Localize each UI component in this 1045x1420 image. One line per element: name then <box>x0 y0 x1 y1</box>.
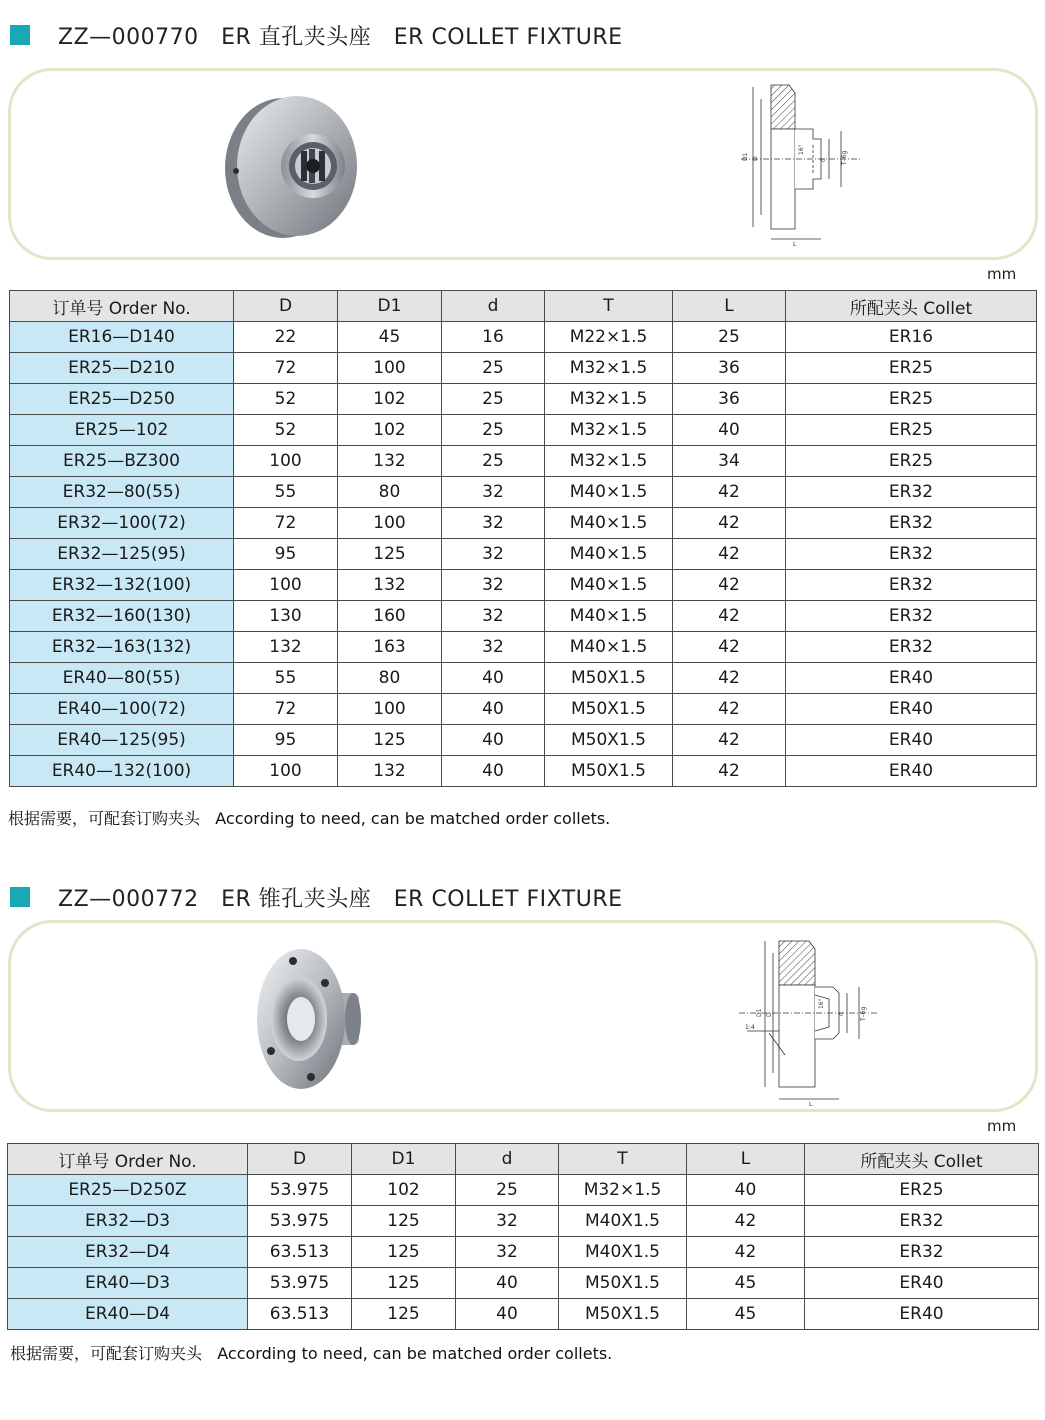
ordering-note: 根据需要，可配套订购夹头 According to need, can be matched order collets. <box>10 1344 613 1363</box>
technical-drawing <box>731 79 871 249</box>
table-body <box>10 322 1037 787</box>
dim-label-t: T–6g <box>860 1006 867 1021</box>
column-header: D1 <box>338 291 442 322</box>
table-cell: 40 <box>456 1299 559 1330</box>
dim-label-t: T–6g <box>841 150 848 165</box>
table-row <box>10 694 1037 725</box>
table-cell: 16 <box>442 322 545 353</box>
table-cell: M50X1.5 <box>559 1268 687 1299</box>
table-cell: ER25 <box>786 353 1037 384</box>
table-cell: 25 <box>442 446 545 477</box>
table-cell: M32×1.5 <box>545 353 673 384</box>
table-row <box>10 508 1037 539</box>
order-number-cell: ER40—D4 <box>8 1299 248 1330</box>
table-cell: 40 <box>442 694 545 725</box>
order-number-cell: ER32—132(100) <box>10 570 234 601</box>
column-header: D <box>234 291 338 322</box>
table-cell: ER32 <box>786 539 1037 570</box>
table-cell: M40X1.5 <box>559 1206 687 1237</box>
table-cell: 125 <box>352 1268 456 1299</box>
table-row <box>10 601 1037 632</box>
order-number-cell: ER40—125(95) <box>10 725 234 756</box>
table-row <box>8 1237 1039 1268</box>
table-cell: ER32 <box>786 632 1037 663</box>
table-cell: 42 <box>673 725 786 756</box>
table-cell: M40×1.5 <box>545 539 673 570</box>
collet-fixture-photo <box>221 91 371 241</box>
table-cell: 42 <box>673 539 786 570</box>
table-body <box>8 1175 1039 1330</box>
table-cell: M50X1.5 <box>545 663 673 694</box>
column-header: D1 <box>352 1144 456 1175</box>
dim-label-taper: 1:4 <box>745 1024 755 1031</box>
table-cell: 25 <box>442 384 545 415</box>
table-cell: ER40 <box>786 756 1037 787</box>
table-cell: 72 <box>234 508 338 539</box>
order-number-cell: ER40—132(100) <box>10 756 234 787</box>
table-cell: M40×1.5 <box>545 601 673 632</box>
table-cell: 32 <box>442 477 545 508</box>
table-cell: M50X1.5 <box>545 725 673 756</box>
table-row <box>10 756 1037 787</box>
table-row <box>10 570 1037 601</box>
table-cell: 25 <box>442 415 545 446</box>
table-cell: 125 <box>338 725 442 756</box>
table-cell: ER40 <box>805 1299 1039 1330</box>
table-cell: M32×1.5 <box>545 384 673 415</box>
table-row <box>8 1206 1039 1237</box>
table-cell: M32×1.5 <box>559 1175 687 1206</box>
dim-label-angle: 16° <box>798 144 805 155</box>
table-cell: 55 <box>234 663 338 694</box>
section-title: ZZ—000770 ER 直孔夹头座 ER COLLET FIXTURE <box>58 24 623 50</box>
product-panel <box>8 68 1038 260</box>
table-cell: 32 <box>442 570 545 601</box>
table-cell: 40 <box>442 756 545 787</box>
order-number-cell: ER32—125(95) <box>10 539 234 570</box>
table-cell: 40 <box>442 663 545 694</box>
table-cell: ER32 <box>786 601 1037 632</box>
table-cell: 132 <box>338 446 442 477</box>
order-number-cell: ER25—D210 <box>10 353 234 384</box>
unit-label: mm <box>987 265 1017 283</box>
table-cell: 40 <box>456 1268 559 1299</box>
table-cell: 125 <box>352 1237 456 1268</box>
table-cell: 160 <box>338 601 442 632</box>
table-cell: 42 <box>673 694 786 725</box>
table-cell: 72 <box>234 694 338 725</box>
table-row <box>10 446 1037 477</box>
table-cell: 102 <box>338 415 442 446</box>
column-header: 订单号 Order No. <box>10 291 234 322</box>
table-cell: 25 <box>673 322 786 353</box>
table-cell: 52 <box>234 384 338 415</box>
order-number-cell: ER40—D3 <box>8 1268 248 1299</box>
order-number-cell: ER32—100(72) <box>10 508 234 539</box>
column-header: 所配夹头 Collet <box>786 291 1037 322</box>
table-cell: 163 <box>338 632 442 663</box>
order-number-cell: ER40—80(55) <box>10 663 234 694</box>
table-cell: 45 <box>687 1299 805 1330</box>
dim-label-d-outer: D <box>766 1012 773 1017</box>
table-cell: 42 <box>687 1206 805 1237</box>
dim-label-d-inner: d <box>820 158 827 162</box>
dim-label-l: L <box>793 241 797 248</box>
table-cell: 42 <box>673 477 786 508</box>
table-cell: 63.513 <box>248 1299 352 1330</box>
table-row <box>8 1299 1039 1330</box>
table-row <box>10 322 1037 353</box>
dim-label-d1: D1 <box>742 152 749 161</box>
table-header-row <box>8 1144 1039 1175</box>
table-row <box>10 632 1037 663</box>
table-cell: ER25 <box>786 446 1037 477</box>
table-cell: 100 <box>338 508 442 539</box>
table-cell: 72 <box>234 353 338 384</box>
table-cell: ER16 <box>786 322 1037 353</box>
table-cell: M32×1.5 <box>545 415 673 446</box>
section-header <box>10 882 623 912</box>
table-cell: 42 <box>673 632 786 663</box>
table-cell: 130 <box>234 601 338 632</box>
table-cell: 36 <box>673 353 786 384</box>
table-cell: 40 <box>673 415 786 446</box>
table-row <box>10 539 1037 570</box>
table-cell: 45 <box>687 1268 805 1299</box>
section-title: ZZ—000772 ER 锥孔夹头座 ER COLLET FIXTURE <box>58 886 623 912</box>
spec-table <box>9 290 1037 787</box>
table-cell: ER40 <box>805 1268 1039 1299</box>
table-cell: 32 <box>442 539 545 570</box>
table-cell: ER32 <box>786 570 1037 601</box>
table-cell: 132 <box>338 570 442 601</box>
table-row <box>10 725 1037 756</box>
table-cell: ER40 <box>786 663 1037 694</box>
table-cell: 42 <box>673 601 786 632</box>
dim-label-d1: D1 <box>756 1008 763 1017</box>
dim-label-angle: 16° <box>818 998 825 1009</box>
column-header: D <box>248 1144 352 1175</box>
square-bullet-icon <box>10 887 30 907</box>
table-cell: 34 <box>673 446 786 477</box>
column-header: L <box>673 291 786 322</box>
table-cell: ER32 <box>805 1206 1039 1237</box>
table-cell: ER32 <box>805 1237 1039 1268</box>
table-row <box>10 353 1037 384</box>
table-cell: M50X1.5 <box>545 694 673 725</box>
column-header: 所配夹头 Collet <box>805 1144 1039 1175</box>
column-header: d <box>442 291 545 322</box>
table-row <box>8 1268 1039 1299</box>
table-cell: 125 <box>352 1206 456 1237</box>
table-cell: 32 <box>442 508 545 539</box>
table-cell: 42 <box>673 570 786 601</box>
order-number-cell: ER25—D250 <box>10 384 234 415</box>
table-cell: 95 <box>234 725 338 756</box>
table-cell: 42 <box>673 663 786 694</box>
order-number-cell: ER40—100(72) <box>10 694 234 725</box>
table-cell: 53.975 <box>248 1175 352 1206</box>
product-panel <box>8 920 1038 1112</box>
table-cell: M32×1.5 <box>545 446 673 477</box>
dim-label-d-outer: D <box>752 156 759 161</box>
table-cell: 63.513 <box>248 1237 352 1268</box>
dim-label-d-inner: d <box>838 1012 845 1016</box>
order-number-cell: ER32—80(55) <box>10 477 234 508</box>
table-cell: 125 <box>338 539 442 570</box>
table-cell: 32 <box>442 601 545 632</box>
table-cell: 100 <box>234 446 338 477</box>
order-number-cell: ER32—163(132) <box>10 632 234 663</box>
table-cell: 52 <box>234 415 338 446</box>
technical-drawing <box>729 933 889 1113</box>
order-number-cell: ER25—102 <box>10 415 234 446</box>
table-cell: 25 <box>456 1175 559 1206</box>
table-cell: M40×1.5 <box>545 632 673 663</box>
order-number-cell: ER32—160(130) <box>10 601 234 632</box>
table-header-row <box>10 291 1037 322</box>
table-cell: M40×1.5 <box>545 570 673 601</box>
square-bullet-icon <box>10 25 30 45</box>
table-cell: 32 <box>442 632 545 663</box>
table-cell: 36 <box>673 384 786 415</box>
table-cell: M22×1.5 <box>545 322 673 353</box>
order-number-cell: ER32—D4 <box>8 1237 248 1268</box>
table-cell: ER32 <box>786 477 1037 508</box>
table-cell: 25 <box>442 353 545 384</box>
table-cell: M40X1.5 <box>559 1237 687 1268</box>
column-header: T <box>545 291 673 322</box>
table-cell: 55 <box>234 477 338 508</box>
section-zz-000772 <box>0 860 1045 1400</box>
table-cell: ER32 <box>786 508 1037 539</box>
order-number-cell: ER32—D3 <box>8 1206 248 1237</box>
table-cell: M40×1.5 <box>545 508 673 539</box>
table-cell: M50X1.5 <box>545 756 673 787</box>
table-cell: 80 <box>338 663 442 694</box>
table-cell: ER40 <box>786 725 1037 756</box>
table-cell: 102 <box>352 1175 456 1206</box>
table-cell: 53.975 <box>248 1268 352 1299</box>
table-cell: 53.975 <box>248 1206 352 1237</box>
table-cell: 132 <box>234 632 338 663</box>
table-cell: 100 <box>338 353 442 384</box>
table-cell: 32 <box>456 1237 559 1268</box>
column-header: 订单号 Order No. <box>8 1144 248 1175</box>
table-cell: ER25 <box>786 415 1037 446</box>
table-cell: 45 <box>338 322 442 353</box>
spec-table <box>7 1143 1039 1330</box>
column-header: d <box>456 1144 559 1175</box>
table-row <box>8 1175 1039 1206</box>
table-cell: 22 <box>234 322 338 353</box>
table-cell: ER25 <box>786 384 1037 415</box>
section-header <box>10 20 623 50</box>
table-row <box>10 477 1037 508</box>
table-cell: ER25 <box>805 1175 1039 1206</box>
column-header: T <box>559 1144 687 1175</box>
table-row <box>10 663 1037 694</box>
table-cell: 100 <box>338 694 442 725</box>
table-cell: 42 <box>673 508 786 539</box>
table-cell: ER40 <box>786 694 1037 725</box>
order-number-cell: ER25—BZ300 <box>10 446 234 477</box>
unit-label: mm <box>987 1117 1017 1135</box>
order-number-cell: ER25—D250Z <box>8 1175 248 1206</box>
table-cell: 42 <box>687 1237 805 1268</box>
table-cell: 40 <box>687 1175 805 1206</box>
table-cell: 95 <box>234 539 338 570</box>
table-row <box>10 384 1037 415</box>
table-cell: 132 <box>338 756 442 787</box>
table-cell: 40 <box>442 725 545 756</box>
table-cell: M50X1.5 <box>559 1299 687 1330</box>
column-header: L <box>687 1144 805 1175</box>
table-cell: 32 <box>456 1206 559 1237</box>
table-cell: 42 <box>673 756 786 787</box>
table-cell: 102 <box>338 384 442 415</box>
dim-label-l: L <box>809 1101 813 1108</box>
ordering-note: 根据需要，可配套订购夹头 According to need, can be matched order collets. <box>8 809 611 828</box>
table-cell: 100 <box>234 756 338 787</box>
table-cell: 100 <box>234 570 338 601</box>
collet-fixture-photo <box>249 941 369 1099</box>
order-number-cell: ER16—D140 <box>10 322 234 353</box>
table-cell: 80 <box>338 477 442 508</box>
table-cell: 125 <box>352 1299 456 1330</box>
table-row <box>10 415 1037 446</box>
table-cell: M40×1.5 <box>545 477 673 508</box>
